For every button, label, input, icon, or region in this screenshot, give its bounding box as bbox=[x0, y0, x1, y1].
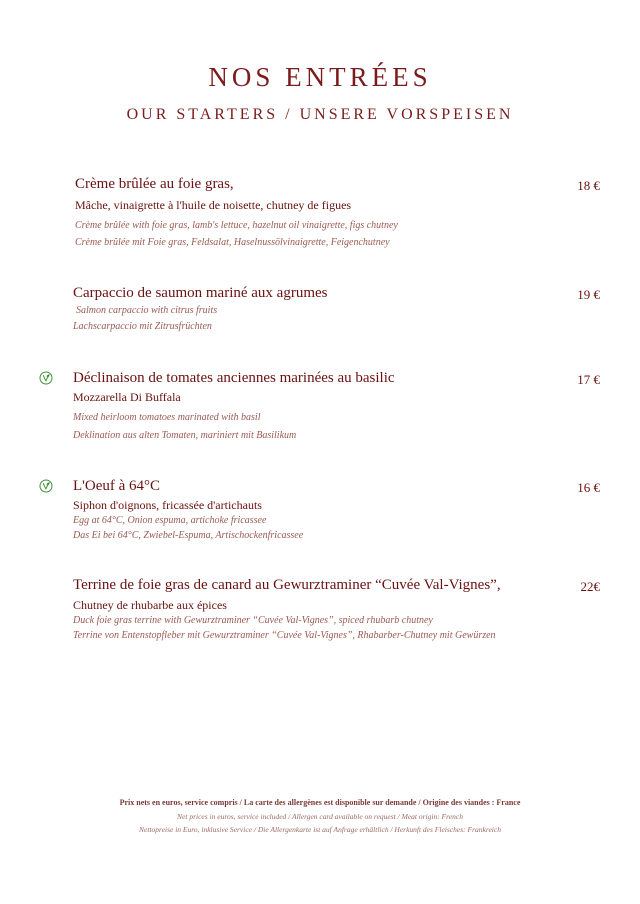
dish-price: 22€ bbox=[580, 579, 600, 594]
dish-description: Mozzarella Di Buffala bbox=[73, 390, 181, 404]
dish-description: Chutney de rhubarbe aux épices bbox=[73, 598, 227, 612]
page-subtitle: OUR STARTERS / UNSERE VORSPEISEN bbox=[126, 106, 514, 123]
dish-translation-en: Salmon carpaccio with citrus fruits bbox=[76, 305, 218, 316]
dish-translation-de: Terrine von Entenstopfleber mit Gewurztraminer “Cuvée Val-Vignes”, Rhabarber-Chutney mit Gewürzen bbox=[73, 630, 496, 641]
dish-name: Carpaccio de saumon mariné aux agrumes bbox=[73, 285, 328, 301]
dish-name: Terrine de foie gras de canard au Gewurztraminer “Cuvée Val-Vignes”, bbox=[73, 577, 501, 593]
dish-translation-de: Deklination aus alten Tomaten, mariniert mit Basilikum bbox=[73, 430, 297, 441]
footer-note-en: Net prices in euros, service included / Allergen card available on request / Meat origin: French bbox=[177, 812, 463, 821]
dish-translation-en: Duck foie gras terrine with Gewurztraminer “Cuvée Val-Vignes”, spiced rhubarb chutney bbox=[73, 615, 433, 626]
dish-price: 18 € bbox=[577, 178, 600, 193]
footer-note-de: Nettopreise in Euro, inklusive Service / Die Allergenkarte ist auf Anfrage erhältlich / Herkunft des Fleisches: Frankreich bbox=[139, 825, 501, 834]
vegetarian-leaf-icon bbox=[39, 479, 53, 493]
dish-name: Crème brûlée au foie gras, bbox=[75, 176, 234, 192]
dish-translation-en: Mixed heirloom tomatoes marinated with basil bbox=[73, 412, 261, 423]
dish-description: Siphon d'oignons, fricassée d'artichauts bbox=[73, 498, 262, 512]
dish-translation-en: Crème brûlée with foie gras, lamb's lettuce, hazelnut oil vinaigrette, figs chutney bbox=[75, 220, 398, 231]
dish-name: L'Oeuf à 64°C bbox=[73, 478, 161, 494]
dish-translation-de: Crème brûlée mit Foie gras, Feldsalat, Haselnussölvinaigrette, Feigenchutney bbox=[75, 237, 390, 248]
dish-price: 17 € bbox=[577, 372, 600, 387]
dish-translation-en: Egg at 64°C, Onion espuma, artichoke fricassee bbox=[73, 515, 267, 526]
dish-translation-de: Das Ei bei 64°C, Zwiebel-Espuma, Artischockenfricassee bbox=[73, 530, 304, 541]
vegetarian-leaf-icon bbox=[39, 371, 53, 385]
dish-price: 16 € bbox=[577, 480, 600, 495]
dish-description: Mâche, vinaigrette à l'huile de noisette, chutney de figues bbox=[75, 198, 352, 212]
dish-name: Déclinaison de tomates anciennes marinées au basilic bbox=[73, 370, 395, 386]
page-title: NOS ENTRÉES bbox=[208, 62, 432, 92]
footer-note-fr: Prix nets en euros, service compris / La carte des allergènes est disponible sur demande / Origine des viandes : France bbox=[119, 798, 521, 807]
dish-translation-de: Lachscarpaccio mit Zitrusfrüchten bbox=[73, 321, 212, 332]
dish-price: 19 € bbox=[577, 287, 600, 302]
